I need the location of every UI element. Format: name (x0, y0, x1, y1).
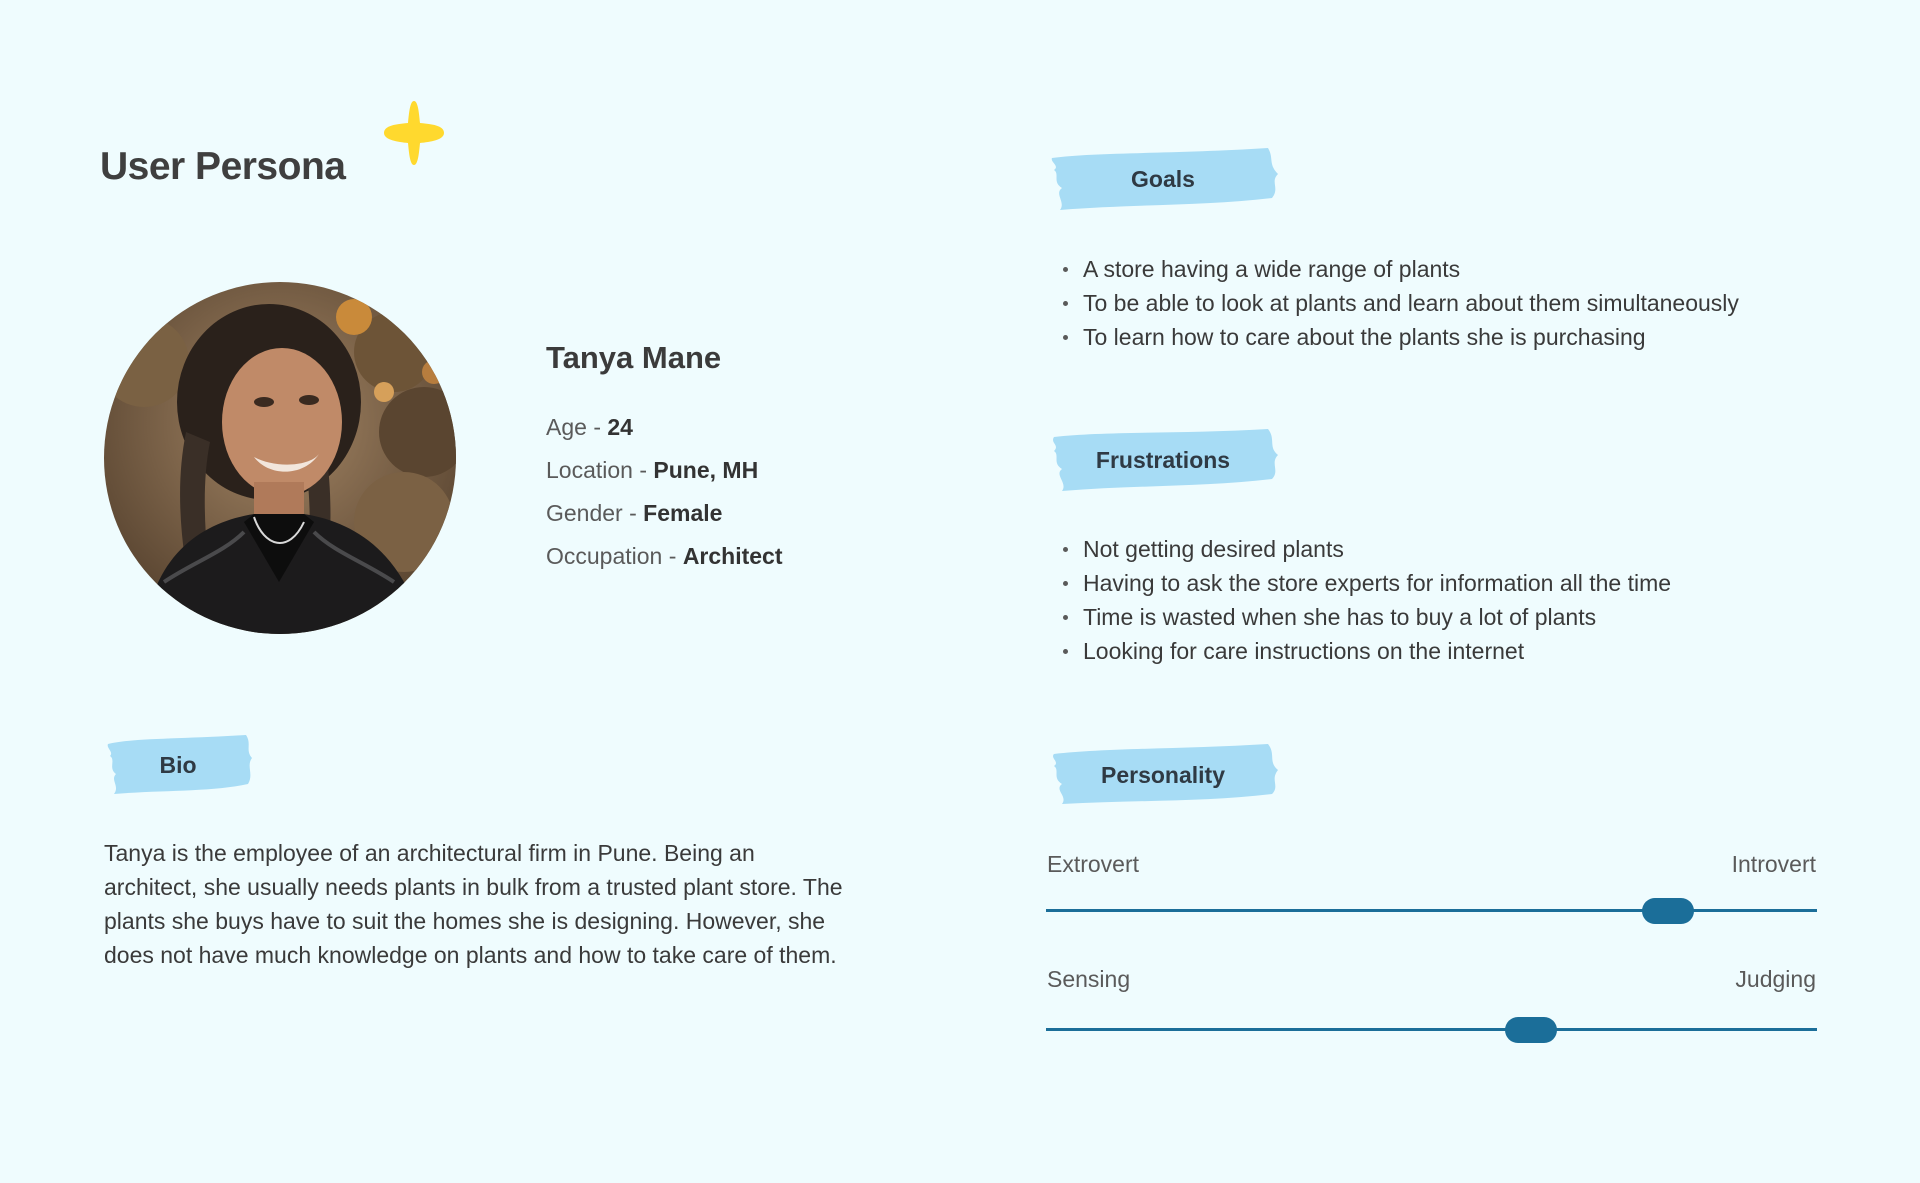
location-value: Pune, MH (653, 457, 759, 483)
gender-row: Gender - Female (546, 500, 723, 526)
frustrations-heading-tag (1046, 425, 1280, 495)
scale-left-label: Extrovert (1047, 851, 1140, 877)
bio-text: Tanya is the employee of an architectural firm in Pune. Being an architect, she usually needs plants in bulk from a trusted plant store. The plants she buys have to suit the homes she is designing. However, she does not have much knowledge on plants and how to take care of them. (104, 840, 843, 968)
bio-heading: Bio (159, 751, 197, 778)
scale-right-label: Introvert (1731, 851, 1816, 877)
list-item: Time is wasted when she has to buy a lot of plants (1056, 600, 1671, 634)
occupation-row: Occupation - Architect (546, 543, 783, 569)
occupation-value: Architect (682, 543, 783, 569)
scale-right-label: Judging (1735, 966, 1816, 992)
sensing-judging-slider-handle[interactable] (1505, 1017, 1557, 1043)
gender-value: Female (643, 500, 723, 526)
list-item: Not getting desired plants (1056, 532, 1671, 566)
personality-heading-tag (1046, 740, 1280, 810)
goals-heading-tag (1046, 144, 1280, 214)
location-label: Location (546, 457, 633, 483)
list-item: Looking for care instructions on the internet (1056, 634, 1671, 668)
bio-heading-tag (102, 730, 254, 800)
frustrations-list (1056, 532, 1671, 668)
occupation-label: Occupation (546, 543, 663, 569)
scale-left-label: Sensing (1047, 966, 1131, 992)
sensing-judging-slider-track (1046, 1028, 1817, 1031)
avatar (104, 282, 456, 634)
personality-heading: Personality (1101, 761, 1225, 788)
portrait-photo-icon (104, 282, 456, 634)
page-title: User Persona (100, 145, 346, 188)
persona-name: Tanya Mane (546, 340, 722, 375)
goals-heading: Goals (1131, 165, 1195, 192)
sparkle-icon (378, 97, 450, 169)
age-value: 24 (607, 414, 633, 440)
extrovert-introvert-slider-handle[interactable] (1642, 898, 1694, 924)
extrovert-introvert-slider-track (1046, 909, 1817, 912)
list-item: To learn how to care about the plants she is purchasing (1056, 320, 1739, 354)
list-item: To be able to look at plants and learn about them simultaneously (1056, 286, 1739, 320)
age-row: Age - 24 (546, 414, 633, 440)
frustrations-heading: Frustrations (1095, 446, 1231, 473)
age-label: Age (546, 414, 587, 440)
list-item: Having to ask the store experts for information all the time (1056, 566, 1671, 600)
goals-list (1056, 252, 1739, 354)
gender-label: Gender (546, 500, 623, 526)
list-item: A store having a wide range of plants (1056, 252, 1739, 286)
location-row: Location - Pune, MH (546, 457, 759, 483)
